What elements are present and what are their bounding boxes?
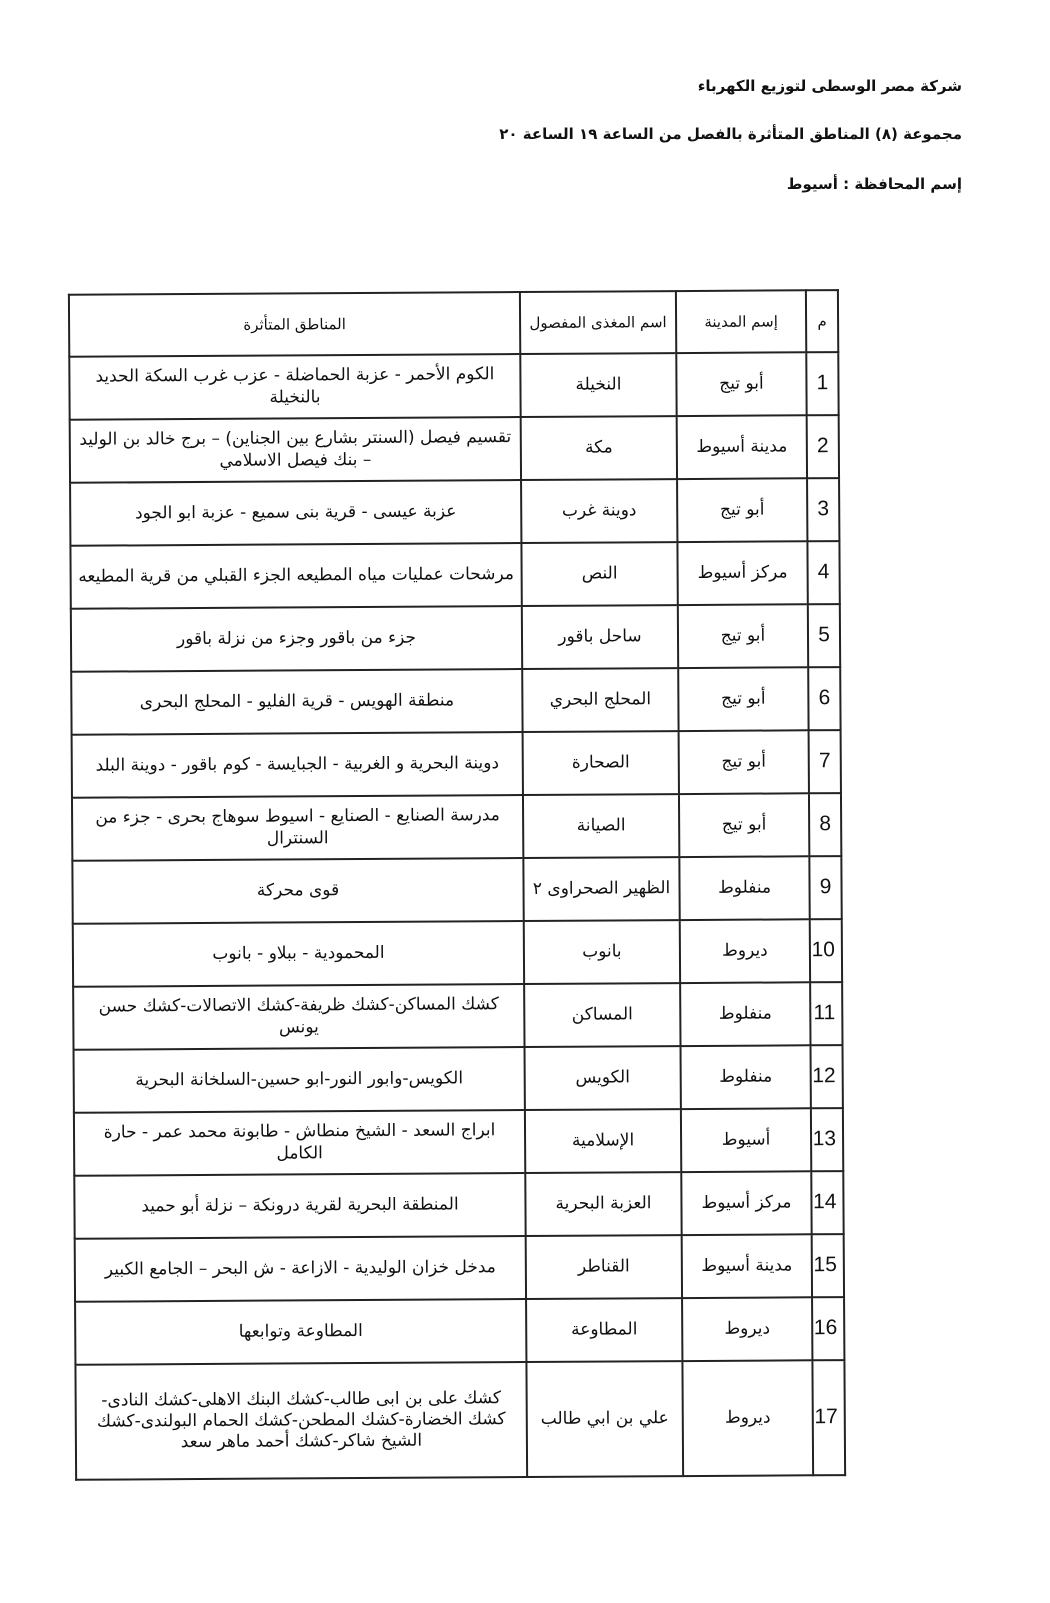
row-number: 7 [809, 730, 841, 793]
col-header-areas: المناطق المتأثرة [69, 292, 520, 357]
row-number: 3 [807, 478, 839, 541]
company-name: شركة مصر الوسطى لتوزيع الكهرباء [697, 77, 962, 95]
row-number: 2 [807, 415, 839, 478]
feeder-cell: الظهير الصحراوى ٢ [523, 857, 679, 921]
feeder-cell: مكة [521, 416, 677, 480]
city-cell: أبو تيج [678, 667, 808, 731]
areas-cell: المطاوعة وتوابعها [75, 1299, 526, 1365]
feeder-cell: علي بن ابي طالب [526, 1361, 683, 1477]
city-cell: منفلوط [681, 1045, 811, 1109]
feeder-cell: الإسلامية [525, 1109, 681, 1173]
row-number: 16 [812, 1297, 844, 1360]
table-row [69, 352, 838, 420]
areas-cell: مرشحات عمليات مياه المطيعه الجزء القبلي من قرية المطيعه [70, 543, 521, 609]
city-cell: مدينة أسيوط [682, 1234, 812, 1298]
areas-cell: مدرسة الصنايع - الصنايع - اسيوط سوهاج بحرى - جزء من السنترال [72, 795, 523, 861]
feeder-cell: النخيلة [520, 353, 676, 417]
row-number: 10 [810, 919, 842, 982]
city-cell: منفلوط [680, 982, 810, 1046]
city-cell: أبو تيج [676, 352, 806, 416]
table-row [71, 667, 840, 735]
feeder-cell: الكويس [525, 1046, 681, 1110]
table-row [75, 1360, 845, 1480]
areas-cell: منطقة الهويس - قرية الفليو - المحلج البحرى [71, 669, 522, 735]
areas-cell: جزء من باقور وجزء من نزلة باقور [71, 606, 522, 672]
row-number: 4 [807, 541, 839, 604]
areas-cell: المنطقة البحرية لقرية درونكة – نزلة أبو حميد [74, 1173, 525, 1239]
row-number: 8 [809, 793, 841, 856]
row-number: 11 [810, 982, 842, 1045]
governorate-line: إسم المحافظة : أسيوط [786, 175, 962, 193]
table-row [73, 982, 842, 1050]
city-cell: أبو تيج [678, 604, 808, 668]
table-row [75, 1234, 844, 1302]
table-row [72, 793, 841, 861]
table-row [74, 1045, 843, 1113]
row-number: 5 [808, 604, 840, 667]
table-row [74, 1171, 843, 1239]
areas-cell: عزبة عيسى - قرية بنى سميع - عزبة ابو الجود [70, 480, 521, 546]
affected-areas-table [68, 289, 846, 1481]
feeder-cell: المطاوعة [526, 1298, 682, 1362]
table-row [72, 730, 841, 798]
table-row [70, 415, 839, 483]
row-number: 9 [809, 856, 841, 919]
city-cell: أبو تيج [677, 478, 807, 542]
document-sheet [47, 0, 1007, 1603]
col-header-num: م [806, 290, 838, 352]
areas-cell: قوى محركة [72, 858, 523, 924]
table-row [71, 604, 840, 672]
city-cell: مركز أسيوط [681, 1171, 811, 1235]
city-cell: أبو تيج [679, 793, 809, 857]
row-number: 1 [806, 352, 838, 415]
areas-cell: دوينة البحرية و الغربية - الجبايسة - كوم باقور - دوينة البلد [72, 732, 523, 798]
feeder-cell: الصحارة [523, 731, 679, 795]
areas-cell: الكويس-وابور النور-ابو حسين-السلخانة البحرية [74, 1047, 525, 1113]
city-cell: ديروط [682, 1360, 813, 1476]
table-row [70, 541, 839, 609]
feeder-cell: الصيانة [523, 794, 679, 858]
row-number: 12 [811, 1045, 843, 1108]
row-number: 17 [812, 1360, 845, 1475]
feeder-cell: العزبة البحرية [525, 1172, 681, 1236]
city-cell: ديروط [682, 1297, 812, 1361]
row-number: 13 [811, 1108, 843, 1171]
city-cell: مركز أسيوط [677, 541, 807, 605]
table-row [72, 856, 841, 924]
row-number: 14 [811, 1171, 843, 1234]
feeder-cell: المساكن [524, 983, 680, 1047]
feeder-cell: دوينة غرب [521, 479, 677, 543]
row-number: 15 [812, 1234, 844, 1297]
areas-cell: المحمودية - ببلاو - بانوب [73, 921, 524, 987]
areas-cell: ابراج السعد - الشيخ منطاش - طابونة محمد عمر - حارة الكامل [74, 1110, 525, 1176]
city-cell: ديروط [680, 919, 810, 983]
row-number: 6 [808, 667, 840, 730]
feeder-cell: المحلج البحري [522, 668, 678, 732]
table-row [75, 1297, 844, 1365]
feeder-cell: ساحل باقور [522, 605, 678, 669]
city-cell: منفلوط [679, 856, 809, 920]
areas-cell: مدخل خزان الوليدية - الازاعة - ش البحر – الجامع الكبير [75, 1236, 526, 1302]
table-row [73, 919, 842, 987]
table-row [70, 478, 839, 546]
feeder-cell: بانوب [524, 920, 680, 984]
col-header-city: إسم المدينة [676, 290, 806, 353]
areas-cell: كشك المساكن-كشك ظريفة-كشك الاتصالات-كشك حسن يونس [73, 984, 524, 1050]
areas-cell: الكوم الأحمر - عزبة الحماضلة - عزب غرب السكة الحديد بالنخيلة [69, 354, 520, 420]
table-row [74, 1108, 843, 1176]
areas-cell: كشك على بن ابى طالب-كشك البنك الاهلى-كشك النادى-كشك الخضارة-كشك المطحن-كشك الحمام البولندى-كشك الشيخ شاكر-كشك أحمد ماهر سعد [75, 1362, 527, 1480]
city-cell: مدينة أسيوط [677, 415, 807, 479]
areas-cell: تقسيم فيصل (السنتر بشارع بين الجناين) – برج خالد بن الوليد – بنك فيصل الاسلامي [70, 417, 521, 483]
col-header-feeder: اسم المغذى المفصول [520, 291, 676, 354]
group-line: مجموعة (٨) المناطق المتأثرة بالفصل من الساعة ١٩ الساعة ٢٠ [499, 125, 962, 143]
feeder-cell: القناطر [526, 1235, 682, 1299]
feeder-cell: النص [521, 542, 677, 606]
city-cell: أسيوط [681, 1108, 811, 1172]
city-cell: أبو تيج [679, 730, 809, 794]
table-header-row [69, 290, 838, 357]
